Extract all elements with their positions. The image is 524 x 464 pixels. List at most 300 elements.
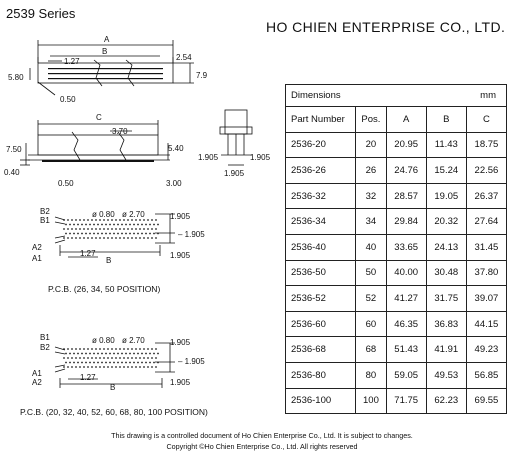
pcb-hole (65, 233, 67, 235)
pcb-hole (123, 348, 125, 350)
pcb-hole (119, 348, 121, 350)
pcb-hole (157, 224, 159, 226)
pcb-hole (103, 228, 105, 230)
pcb-hole (71, 219, 73, 221)
table-row (286, 362, 507, 388)
pcb-hole (87, 357, 89, 359)
pcb-hole (133, 353, 135, 355)
pcb-hole (109, 362, 111, 364)
pcb2-pin-a1: A1 (32, 369, 42, 378)
pcb1-hole-2: ø 2.70 (122, 210, 145, 219)
cell-b: 19.05 (426, 183, 466, 209)
cell-c: 49.23 (466, 337, 506, 363)
cell-b: 30.48 (426, 260, 466, 286)
end-view-body (225, 110, 247, 134)
cell-pos: 52 (356, 286, 386, 312)
pcb-hole (83, 237, 85, 239)
footer-copyright: Copyright ©Ho Chien Enterprise Co., Ltd. All rights reserved (166, 442, 358, 451)
pcb-hole (145, 353, 147, 355)
pcb-hole (101, 362, 103, 364)
pcb-hole (71, 348, 73, 350)
pcb-hole (123, 219, 125, 221)
pcb-hole (81, 233, 83, 235)
pcb-hole (69, 353, 71, 355)
pcb-hole (115, 228, 117, 230)
pcb-hole (63, 237, 65, 239)
pcb-hole (127, 348, 129, 350)
pcb-hole (79, 228, 81, 230)
dim-side-3: 5.40 (168, 144, 184, 153)
pcb-hole (91, 357, 93, 359)
pcb1-pin-a2: A2 (32, 243, 42, 252)
pcb-hole (83, 357, 85, 359)
pcb-hole (131, 228, 133, 230)
pcb-hole (71, 366, 73, 368)
pcb-hole (155, 348, 157, 350)
pcb-hole (79, 348, 81, 350)
pcb2-pin-a2: A2 (32, 378, 42, 387)
pcb-hole (145, 233, 147, 235)
pcb-hole (81, 353, 83, 355)
pcb-hole (91, 228, 93, 230)
pcb-hole (87, 219, 89, 221)
pcb-hole (121, 353, 123, 355)
cell-part-number: 2536-52 (286, 286, 356, 312)
table-header-row (286, 107, 507, 133)
cell-part-number: 2536-50 (286, 260, 356, 286)
pcb-hole (129, 224, 131, 226)
pcb-hole (131, 366, 133, 368)
col-header-part-number: Part Number (286, 107, 356, 133)
pcb-hole (117, 353, 119, 355)
cell-c: 27.64 (466, 209, 506, 235)
pcb2-dim-2: – 1.905 (178, 357, 205, 366)
cell-b: 41.91 (426, 337, 466, 363)
dim-top-5: 0.50 (60, 95, 76, 104)
pcb-hole (137, 362, 139, 364)
pcb-hole (153, 353, 155, 355)
pcb-hole (75, 228, 77, 230)
pcb-hole (127, 219, 129, 221)
pcb-hole (105, 353, 107, 355)
cell-pos: 20 (356, 132, 386, 158)
pcb-hole (131, 237, 133, 239)
pcb-hole (83, 219, 85, 221)
dim-top-4: 7.9 (196, 71, 208, 80)
pcb1-caption: P.C.B. (26, 34, 50 POSITION) (48, 284, 161, 294)
cell-part-number: 2536-40 (286, 234, 356, 260)
pcb-hole (121, 224, 123, 226)
cell-a: 29.84 (386, 209, 426, 235)
table-row (286, 337, 507, 363)
dim-side-4: 0.40 (4, 168, 20, 177)
table-title-row (286, 85, 507, 107)
pcb-hole (143, 237, 145, 239)
cell-part-number: 2536-68 (286, 337, 356, 363)
pcb-hole (73, 224, 75, 226)
pcb-hole (63, 348, 65, 350)
pcb-hole (89, 362, 91, 364)
pcb-hole (77, 233, 79, 235)
pcb-hole (93, 224, 95, 226)
pcb-hole (147, 348, 149, 350)
label-c: C (96, 113, 102, 122)
cell-a: 20.95 (386, 132, 426, 158)
pcb-hole (87, 366, 89, 368)
pcb-hole (71, 228, 73, 230)
cell-a: 40.00 (386, 260, 426, 286)
pcb-hole (111, 237, 113, 239)
pcb-hole (135, 366, 137, 368)
pcb-hole (153, 362, 155, 364)
pcb-hole (115, 366, 117, 368)
pcb-hole (65, 224, 67, 226)
pcb-hole (109, 353, 111, 355)
pcb-hole (139, 357, 141, 359)
cell-pos: 34 (356, 209, 386, 235)
table-row (286, 286, 507, 312)
pcb-hole (107, 228, 109, 230)
pcb-hole (139, 366, 141, 368)
pcb-hole (129, 353, 131, 355)
pcb-hole (95, 348, 97, 350)
cell-pos: 50 (356, 260, 386, 286)
dim-top-1: 1.27 (64, 57, 80, 66)
top-view-pin-field (48, 68, 163, 79)
pcb-hole (117, 233, 119, 235)
cell-pos: 80 (356, 362, 386, 388)
pcb-hole (83, 228, 85, 230)
pcb-hole (103, 219, 105, 221)
pcb-hole (89, 353, 91, 355)
pcb2-label-b: B (110, 383, 116, 392)
pcb-hole (95, 237, 97, 239)
pcb-hole (141, 353, 143, 355)
table-row (286, 388, 507, 414)
pcb-hole (67, 219, 69, 221)
pcb-hole (69, 233, 71, 235)
cell-c: 56.85 (466, 362, 506, 388)
pcb-hole (79, 219, 81, 221)
pcb-hole (117, 224, 119, 226)
pcb-hole (103, 357, 105, 359)
pcb-hole (115, 357, 117, 359)
pcb-hole (63, 228, 65, 230)
pcb-hole (121, 233, 123, 235)
cell-a: 24.76 (386, 158, 426, 184)
pcb-hole (157, 233, 159, 235)
pcb1-hole-1: ø 0.80 (92, 210, 115, 219)
pcb-hole (83, 366, 85, 368)
pcb-hole (99, 366, 101, 368)
pcb-hole (135, 219, 137, 221)
cell-pos: 60 (356, 311, 386, 337)
cell-a: 28.57 (386, 183, 426, 209)
pcb-hole (119, 228, 121, 230)
pcb-hole (77, 224, 79, 226)
pcb-hole (77, 362, 79, 364)
cell-a: 46.35 (386, 311, 426, 337)
dim-top-3: 5.80 (8, 73, 24, 82)
cell-a: 71.75 (386, 388, 426, 414)
pcb-hole (89, 233, 91, 235)
cell-b: 62.23 (426, 388, 466, 414)
table-row (286, 234, 507, 260)
cell-b: 20.32 (426, 209, 466, 235)
pcb-hole (109, 224, 111, 226)
pcb-hole (127, 237, 129, 239)
pcb-hole (147, 366, 149, 368)
cell-c: 69.55 (466, 388, 506, 414)
pcb2-hole-2: ø 2.70 (122, 336, 145, 345)
pcb-hole (111, 219, 113, 221)
pcb-hole (105, 224, 107, 226)
cell-c: 39.07 (466, 286, 506, 312)
pcb-hole (87, 348, 89, 350)
dim-side-1: 3.70 (112, 127, 128, 136)
cell-b: 36.83 (426, 311, 466, 337)
col-header-b: B (426, 107, 466, 133)
cell-a: 51.43 (386, 337, 426, 363)
dim-end-1: 1.905 (198, 153, 219, 162)
pcb-hole (155, 219, 157, 221)
pcb-hole (115, 348, 117, 350)
pcb-hole (107, 366, 109, 368)
pcb-hole (153, 233, 155, 235)
pcb-hole (143, 366, 145, 368)
table-title: Dimensions (291, 90, 341, 101)
pcb-hole (147, 228, 149, 230)
company-name: HO CHIEN ENTERPRISE CO., LTD. (266, 19, 506, 35)
pcb-hole (77, 353, 79, 355)
pcb-hole (123, 357, 125, 359)
pcb-hole (151, 348, 153, 350)
pcb-hole (131, 348, 133, 350)
pcb-hole (127, 228, 129, 230)
pcb-hole (63, 366, 65, 368)
cell-b: 31.75 (426, 286, 466, 312)
pcb-hole (137, 224, 139, 226)
cell-pos: 68 (356, 337, 386, 363)
dimensions-table (285, 84, 507, 414)
pcb-hole (93, 353, 95, 355)
pcb-hole (149, 362, 151, 364)
pcb2-dim-3: 1.905 (170, 378, 191, 387)
pcb-hole (125, 224, 127, 226)
pcb-hole (135, 237, 137, 239)
pcb-hole (131, 357, 133, 359)
pcb-hole (153, 224, 155, 226)
cell-c: 37.80 (466, 260, 506, 286)
pcb-hole (69, 362, 71, 364)
pcb1-dim-2: – 1.905 (178, 230, 205, 239)
pcb-hole (147, 357, 149, 359)
pcb-hole (119, 237, 121, 239)
pcb-hole (119, 366, 121, 368)
pcb-hole (97, 362, 99, 364)
dim-end-2: 1.905 (250, 153, 271, 162)
table-row (286, 132, 507, 158)
pcb-hole (151, 219, 153, 221)
pcb-hole (119, 219, 121, 221)
pcb-hole (133, 224, 135, 226)
cell-part-number: 2536-80 (286, 362, 356, 388)
pcb2-dim-1: 1.905 (170, 338, 191, 347)
pcb-hole (99, 348, 101, 350)
cell-pos: 100 (356, 388, 386, 414)
pcb-hole (143, 357, 145, 359)
pcb-hole (95, 228, 97, 230)
pcb-hole (71, 357, 73, 359)
pcb-1-hole-pattern (63, 219, 159, 239)
cell-c: 26.37 (466, 183, 506, 209)
pcb-hole (103, 366, 105, 368)
pcb-hole (127, 366, 129, 368)
pcb-hole (91, 348, 93, 350)
cell-b: 49.53 (426, 362, 466, 388)
pcb-hole (145, 362, 147, 364)
pcb1-pin-b1: B1 (40, 216, 50, 225)
cell-c: 22.56 (466, 158, 506, 184)
dim-side-6: 3.00 (166, 179, 182, 188)
cell-part-number: 2536-34 (286, 209, 356, 235)
pcb-hole (151, 237, 153, 239)
cell-part-number: 2536-100 (286, 388, 356, 414)
pcb-hole (85, 224, 87, 226)
pcb-hole (65, 353, 67, 355)
pcb-hole (113, 224, 115, 226)
pcb-hole (111, 357, 113, 359)
pcb-hole (135, 357, 137, 359)
pcb2-caption: P.C.B. (20, 32, 40, 52, 60, 68, 80, 100 POSITION) (20, 407, 208, 417)
pcb-hole (67, 357, 69, 359)
pcb-hole (123, 228, 125, 230)
pcb-hole (79, 366, 81, 368)
pcb-hole (149, 353, 151, 355)
table-row (286, 311, 507, 337)
pcb-hole (107, 348, 109, 350)
pcb-hole (149, 233, 151, 235)
pcb-hole (67, 366, 69, 368)
pcb2-pin-b1: B1 (40, 333, 50, 342)
table-row (286, 209, 507, 235)
pcb-hole (65, 362, 67, 364)
pcb-hole (117, 362, 119, 364)
cell-part-number: 2536-20 (286, 132, 356, 158)
pcb-hole (155, 228, 157, 230)
pcb-hole (143, 228, 145, 230)
pcb-hole (67, 237, 69, 239)
pcb-hole (93, 233, 95, 235)
pcb-hole (85, 362, 87, 364)
pcb-hole (139, 219, 141, 221)
pcb-hole (81, 362, 83, 364)
pcb-hole (87, 228, 89, 230)
pcb-hole (85, 353, 87, 355)
pcb-hole (107, 357, 109, 359)
pcb-hole (141, 233, 143, 235)
table-unit: mm (480, 90, 496, 101)
pcb-hole (137, 353, 139, 355)
cell-b: 15.24 (426, 158, 466, 184)
table-row (286, 260, 507, 286)
cell-c: 44.15 (466, 311, 506, 337)
cell-a: 59.05 (386, 362, 426, 388)
pcb1-label-b: B (106, 256, 112, 265)
pcb-hole (107, 219, 109, 221)
pcb1-pin-b2: B2 (40, 207, 50, 216)
pcb-hole (155, 366, 157, 368)
pcb-hole (95, 219, 97, 221)
pcb-hole (97, 353, 99, 355)
pcb-hole (151, 357, 153, 359)
pcb-hole (69, 224, 71, 226)
pcb-hole (133, 362, 135, 364)
footer-notice: This drawing is a controlled document of Ho Chien Enterprise Co., Ltd. It is subject to changes. (111, 431, 413, 440)
pcb-hole (123, 237, 125, 239)
pcb-hole (107, 237, 109, 239)
pcb-hole (75, 357, 77, 359)
cell-a: 33.65 (386, 234, 426, 260)
pcb-hole (147, 219, 149, 221)
pcb-hole (75, 348, 77, 350)
pcb-hole (143, 348, 145, 350)
pcb-hole (109, 233, 111, 235)
dim-end-3: 1.905 (224, 169, 245, 178)
pcb-hole (111, 228, 113, 230)
pcb-hole (99, 237, 101, 239)
pcb-hole (149, 224, 151, 226)
pcb-hole (93, 362, 95, 364)
pcb-hole (91, 219, 93, 221)
pcb-hole (121, 362, 123, 364)
col-header-c: C (466, 107, 506, 133)
pcb-hole (105, 233, 107, 235)
pcb-hole (75, 237, 77, 239)
pcb-hole (113, 233, 115, 235)
cell-b: 24.13 (426, 234, 466, 260)
pcb-hole (145, 224, 147, 226)
pcb-hole (141, 362, 143, 364)
pcb-hole (125, 362, 127, 364)
pcb-hole (115, 237, 117, 239)
pcb-hole (73, 353, 75, 355)
pcb-hole (101, 224, 103, 226)
pcb-hole (151, 366, 153, 368)
pcb-hole (95, 357, 97, 359)
pcb-hole (147, 237, 149, 239)
pcb-hole (89, 224, 91, 226)
pcb-hole (155, 357, 157, 359)
pcb-hole (75, 366, 77, 368)
cell-pos: 32 (356, 183, 386, 209)
label-a: A (104, 35, 110, 44)
cell-c: 18.75 (466, 132, 506, 158)
pcb2-hole-1: ø 0.80 (92, 336, 115, 345)
pcb-hole (79, 357, 81, 359)
pcb-hole (91, 237, 93, 239)
cell-part-number: 2536-60 (286, 311, 356, 337)
pcb-hole (97, 224, 99, 226)
pcb2-pin-b2: B2 (40, 343, 50, 352)
pcb-hole (113, 362, 115, 364)
pcb-hole (127, 357, 129, 359)
pcb-hole (133, 233, 135, 235)
pcb-hole (105, 362, 107, 364)
pcb-hole (71, 237, 73, 239)
pcb-hole (113, 353, 115, 355)
cell-part-number: 2536-32 (286, 183, 356, 209)
